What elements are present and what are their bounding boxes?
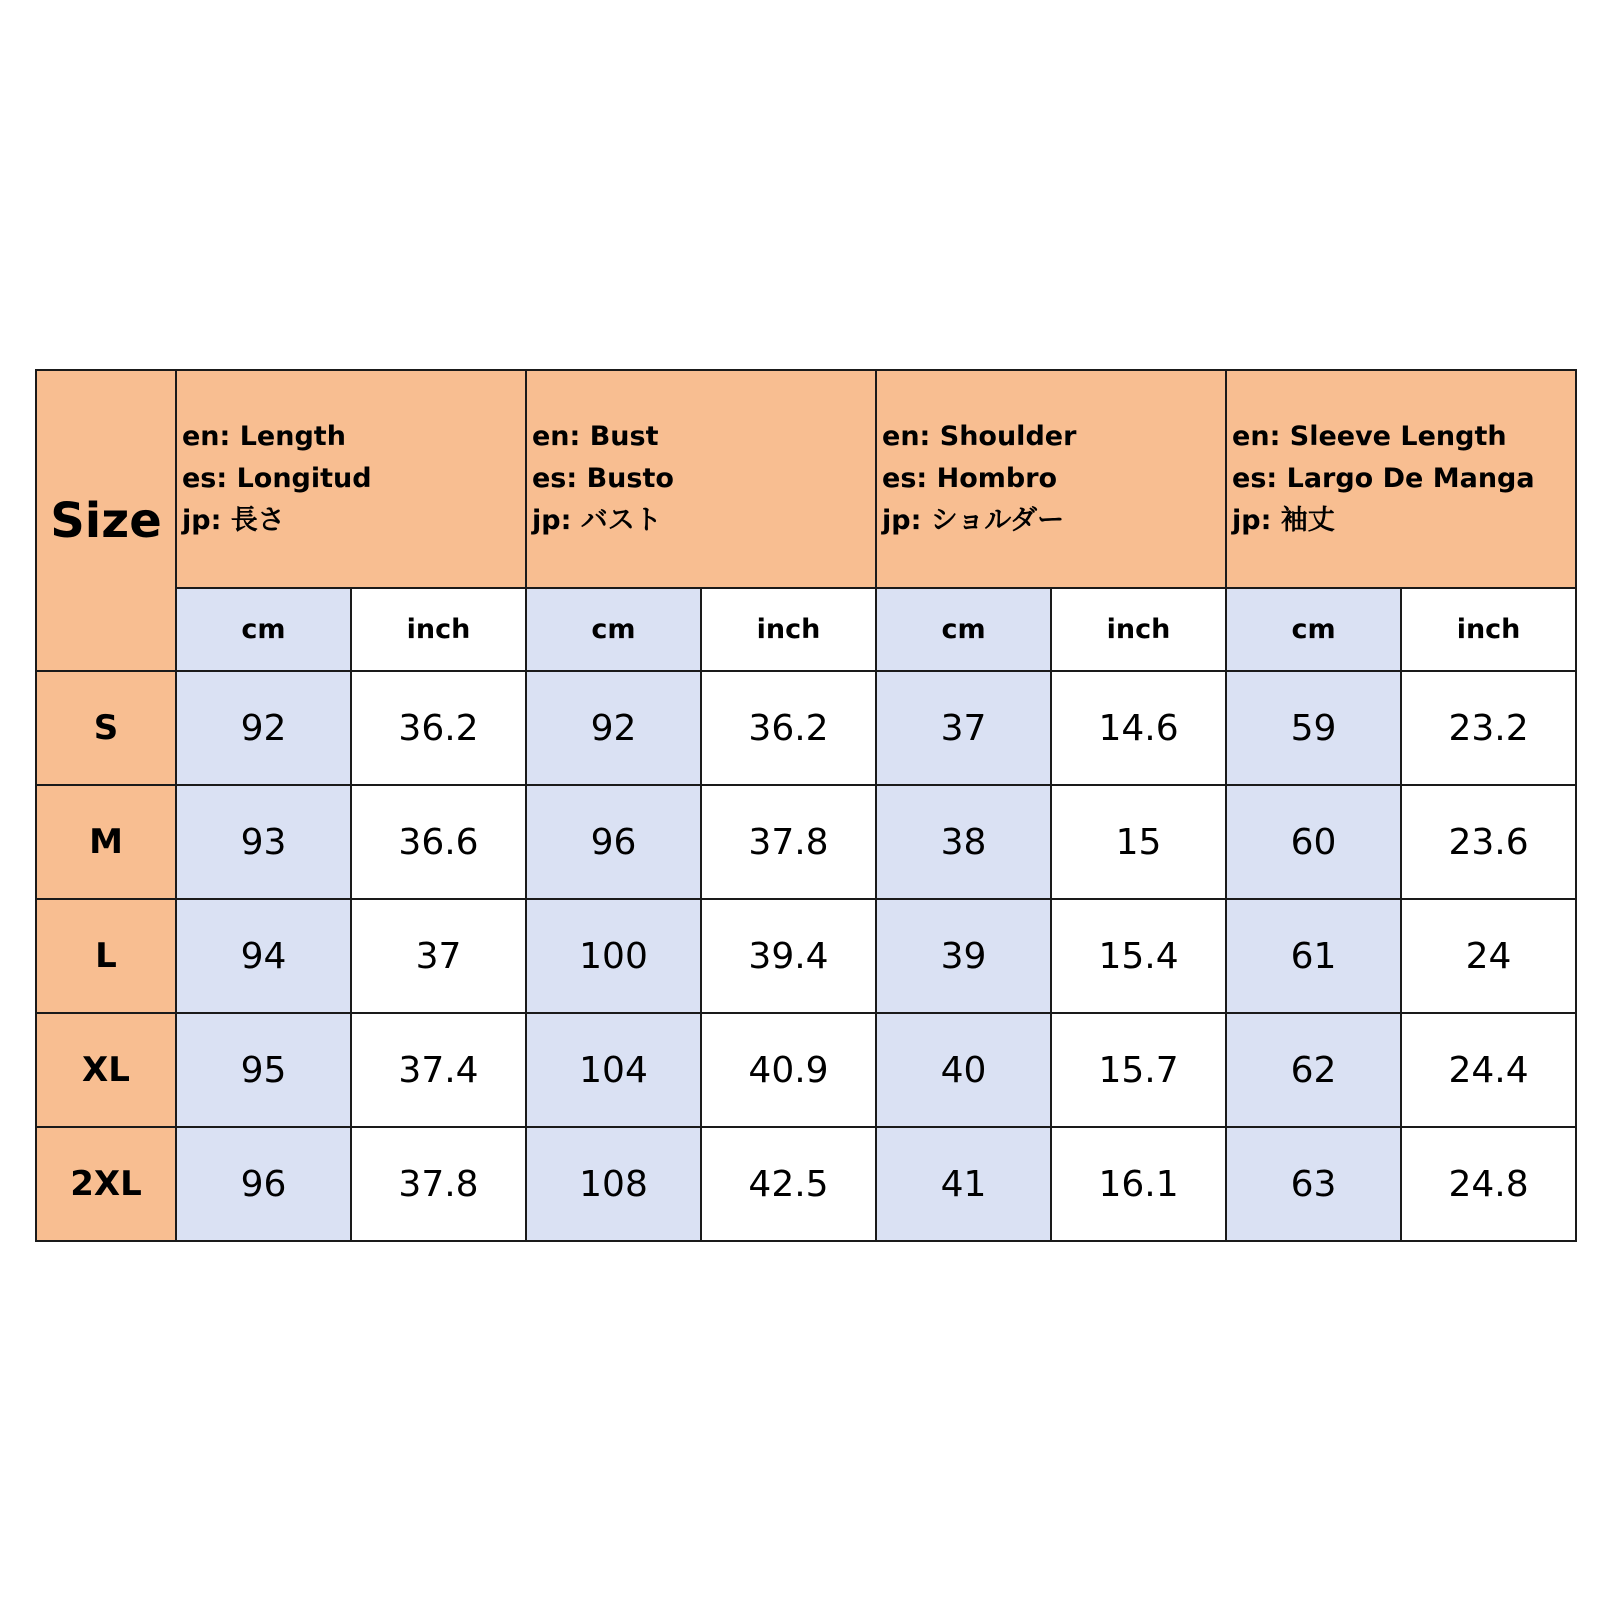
table-cell: 92 xyxy=(176,671,351,785)
unit-cm-header: cm xyxy=(1226,588,1401,671)
table-cell: 36.2 xyxy=(351,671,526,785)
size-chart-table xyxy=(35,369,1577,1242)
table-cell: 104 xyxy=(526,1013,701,1127)
shoulder-en-label: en: Shoulder xyxy=(882,421,1077,452)
length-en-label: en: Length xyxy=(182,421,346,452)
table-cell: 14.6 xyxy=(1051,671,1226,785)
table-cell: 92 xyxy=(526,671,701,785)
bust-es-label: es: Busto xyxy=(532,463,674,494)
shoulder-jp-label: jp: ショルダー xyxy=(882,505,1065,536)
table-cell: 16.1 xyxy=(1051,1127,1226,1241)
table-cell: 39 xyxy=(876,899,1051,1013)
table-cell: 37 xyxy=(876,671,1051,785)
table-cell: 37.8 xyxy=(351,1127,526,1241)
size-label: 2XL xyxy=(36,1127,176,1241)
table-cell: 40.9 xyxy=(701,1013,876,1127)
table-cell: 15 xyxy=(1051,785,1226,899)
table-cell: 40 xyxy=(876,1013,1051,1127)
table-row xyxy=(36,785,1576,899)
length-es-label: es: Longitud xyxy=(182,463,372,494)
table-cell: 108 xyxy=(526,1127,701,1241)
table-cell: 23.6 xyxy=(1401,785,1576,899)
table-cell: 36.6 xyxy=(351,785,526,899)
bust-jp-label: jp: バスト xyxy=(532,505,662,536)
table-cell: 96 xyxy=(526,785,701,899)
table-cell: 37 xyxy=(351,899,526,1013)
sleeve-length-es-label: es: Largo De Manga xyxy=(1232,463,1535,494)
table-cell: 61 xyxy=(1226,899,1401,1013)
table-cell: 37.4 xyxy=(351,1013,526,1127)
unit-cm-header: cm xyxy=(526,588,701,671)
table-cell: 37.8 xyxy=(701,785,876,899)
unit-inch-header: inch xyxy=(351,588,526,671)
table-cell: 15.7 xyxy=(1051,1013,1226,1127)
table-cell: 38 xyxy=(876,785,1051,899)
table-cell: 62 xyxy=(1226,1013,1401,1127)
unit-cm-header: cm xyxy=(876,588,1051,671)
table-cell: 63 xyxy=(1226,1127,1401,1241)
table-cell: 60 xyxy=(1226,785,1401,899)
size-label: S xyxy=(36,671,176,785)
table-cell: 24 xyxy=(1401,899,1576,1013)
unit-cm-header: cm xyxy=(176,588,351,671)
size-label: L xyxy=(36,899,176,1013)
unit-header-row xyxy=(36,588,1576,671)
table-cell: 24.8 xyxy=(1401,1127,1576,1241)
sleeve-length-header xyxy=(1226,370,1576,588)
table-cell: 24.4 xyxy=(1401,1013,1576,1127)
unit-inch-header: inch xyxy=(1051,588,1226,671)
sleeve-length-jp-label: jp: 袖丈 xyxy=(1232,505,1335,536)
table-cell: 39.4 xyxy=(701,899,876,1013)
table-row xyxy=(36,671,1576,785)
table-cell: 42.5 xyxy=(701,1127,876,1241)
table-cell: 36.2 xyxy=(701,671,876,785)
measurement-header-row xyxy=(36,370,1576,588)
size-column-header: Size xyxy=(36,370,176,671)
length-header xyxy=(176,370,526,588)
bust-en-label: en: Bust xyxy=(532,421,659,452)
table-cell: 93 xyxy=(176,785,351,899)
unit-inch-header: inch xyxy=(1401,588,1576,671)
table-cell: 15.4 xyxy=(1051,899,1226,1013)
table-row xyxy=(36,1013,1576,1127)
table-row xyxy=(36,1127,1576,1241)
size-label: M xyxy=(36,785,176,899)
unit-inch-header: inch xyxy=(701,588,876,671)
length-jp-label: jp: 長さ xyxy=(182,505,285,536)
table-cell: 96 xyxy=(176,1127,351,1241)
bust-header xyxy=(526,370,876,588)
table-cell: 59 xyxy=(1226,671,1401,785)
sleeve-length-en-label: en: Sleeve Length xyxy=(1232,421,1507,452)
shoulder-header xyxy=(876,370,1226,588)
shoulder-es-label: es: Hombro xyxy=(882,463,1058,494)
size-label: XL xyxy=(36,1013,176,1127)
table-row xyxy=(36,899,1576,1013)
table-cell: 41 xyxy=(876,1127,1051,1241)
table-cell: 95 xyxy=(176,1013,351,1127)
table-cell: 100 xyxy=(526,899,701,1013)
table-cell: 23.2 xyxy=(1401,671,1576,785)
table-cell: 94 xyxy=(176,899,351,1013)
